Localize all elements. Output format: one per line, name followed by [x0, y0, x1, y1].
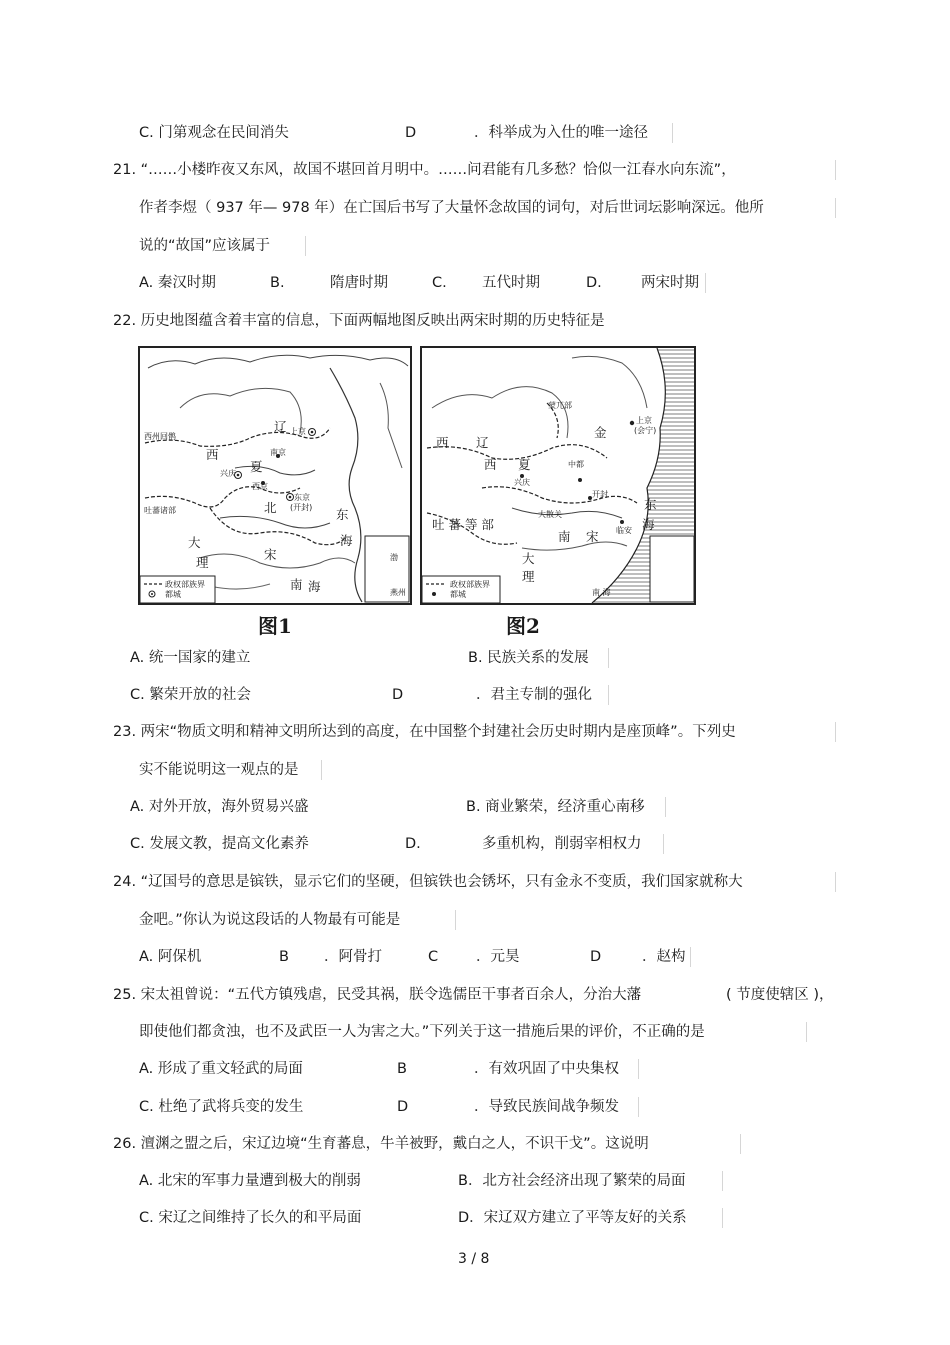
map2-label-mengwu: 蒙兀部: [548, 401, 572, 410]
q26-option-b: B．北方社会经济出现了繁荣的局面: [458, 1173, 686, 1189]
map1-label-hai: 海: [340, 533, 353, 548]
margin-rule: [740, 1134, 741, 1154]
margin-rule: [722, 1208, 723, 1228]
map1-caption: 图1: [258, 614, 292, 638]
margin-rule: [835, 160, 836, 180]
q21-option-c-letter: C.: [432, 275, 447, 291]
margin-rule: [665, 797, 666, 817]
q20-option-d-letter: D: [405, 125, 417, 141]
map2-caption: 图2: [506, 614, 540, 638]
q25-option-d-text: ．导致民族间战争频发: [474, 1099, 619, 1115]
q26-option-d: D．宋辽双方建立了平等友好的关系: [458, 1210, 687, 1226]
q25-option-c: C. 杜绝了武将兵变的发生: [139, 1099, 304, 1115]
q24-stem-line2: 金吧。”你认为说这段话的人物最有可能是: [139, 912, 401, 928]
margin-rule: [608, 685, 609, 705]
q21-stem-line1: 21. “……小楼昨夜又东风，故国不堪回首月明中。……问君能有几多愁？恰似一江春水向东流”，: [113, 162, 736, 178]
map2-label-dong: 东: [644, 497, 657, 512]
map1-label-da: 大: [188, 535, 201, 550]
q25-stem-line1-tail: ( 节度使辖区 )，: [726, 987, 834, 1003]
q21-option-c-text: 五代时期: [482, 275, 540, 291]
q24-option-a: A. 阿保机: [139, 949, 202, 965]
q25-stem-line1: 25. 宋太祖曾说：“五代方镇残虐，民受其祸，朕令选儒臣干事者百余人，分治大藩: [113, 987, 642, 1003]
map1-drawing: [140, 348, 410, 603]
map2-label-linan: 临安: [616, 526, 632, 535]
margin-rule: [455, 910, 456, 930]
q26-option-c: C. 宋辽之间维持了长久的和平局面: [139, 1210, 362, 1226]
q23-option-b: B. 商业繁荣，经济重心南移: [466, 799, 645, 815]
map2-label-liao: 辽: [476, 435, 489, 450]
map1-label-song: 宋: [264, 547, 277, 562]
margin-rule: [638, 1097, 639, 1117]
margin-rule: [663, 834, 664, 854]
margin-rule: [705, 273, 706, 293]
map1-label-xijing: 西京: [252, 482, 268, 491]
map2-label-nanhai: 南 海: [592, 588, 611, 597]
map1-label-yanzhou: 燕州: [390, 588, 406, 597]
map2-label-zhongdu: 中都: [568, 460, 584, 469]
map-southern-song: [420, 346, 696, 605]
map1-label-nan: 南: [290, 577, 303, 592]
q23-stem-line1: 23. 两宋“物质文明和精神文明所达到的高度，在中国整个封建社会历史时期内是座顶峰”。下列史: [113, 724, 736, 740]
q24-option-b-letter: B: [279, 949, 289, 965]
map1-label-xizhou: 西州回鹘: [144, 432, 176, 441]
q24-stem-line1: 24. “辽国号的意思是镔铁，显示它们的坚硬，但镔铁也会锈坏，只有金永不变质，我们国家就称大: [113, 874, 743, 890]
map2-label-tubo: 吐 蕃 等 部: [432, 517, 494, 532]
margin-rule: [672, 123, 673, 143]
margin-rule: [608, 648, 609, 668]
q24-option-d-letter: D: [590, 949, 602, 965]
map2-label-xi: 西: [436, 435, 449, 450]
q25-option-b-text: ．有效巩固了中央集权: [474, 1061, 619, 1077]
map1-label-shangjing: 上京: [290, 427, 306, 436]
q21-option-d-letter: D.: [586, 275, 602, 291]
q22-stem: 22. 历史地图蕴含着丰富的信息，下面两幅地图反映出两宋时期的历史特征是: [113, 313, 605, 329]
map2-legend-border: 政权部族界: [450, 580, 490, 589]
map2-label-kaifeng: 开封: [592, 490, 608, 499]
q23-option-d-letter: D.: [405, 836, 421, 852]
q21-stem-line3: 说的“故国”应该属于: [139, 238, 271, 254]
map1-label-li: 理: [196, 555, 209, 570]
q21-option-b-text: 隋唐时期: [330, 275, 388, 291]
q23-option-d-text: 多重机构，削弱宰相权力: [482, 836, 642, 852]
q21-option-d-text: 两宋时期: [641, 275, 699, 291]
map2-legend-capital: 都城: [450, 590, 466, 599]
margin-rule: [305, 236, 306, 256]
map1-label-xia: 夏: [250, 459, 263, 474]
map2-label-da: 大: [522, 551, 535, 566]
map1-label-bo: 渤: [390, 553, 398, 562]
q25-option-b-letter: B: [397, 1061, 407, 1077]
q25-stem-line2: 即使他们都贪浊，也不及武臣一人为害之大。”下列关于这一措施后果的评价，不正确的是: [139, 1024, 705, 1040]
q24-option-c-letter: C: [428, 949, 439, 965]
map1-label-kaifeng: (开封): [290, 503, 313, 512]
margin-rule: [806, 1022, 807, 1042]
q26-stem: 26. 澶渊之盟之后，宋辽边境“生育蕃息，牛羊被野，戴白之人，不识干戈”。这说明: [113, 1136, 649, 1152]
map1-label-liao: 辽: [274, 419, 287, 434]
map2-label-xi2: 西: [484, 457, 497, 472]
map2-label-nan: 南: [558, 529, 571, 544]
map1-label-nanjing: 南京: [270, 448, 286, 457]
map-northern-song: [138, 346, 412, 605]
q22-option-b: B. 民族关系的发展: [468, 650, 589, 666]
map2-label-hai: 海: [642, 517, 655, 532]
map2-label-xingqing: 兴庆: [514, 478, 530, 487]
map2-label-huining: (会宁): [634, 426, 657, 435]
map2-label-song: 宋: [586, 529, 599, 544]
margin-rule: [690, 947, 691, 967]
q21-option-b-letter: B.: [270, 275, 285, 291]
margin-rule: [835, 722, 836, 742]
q21-stem-line2: 作者李煜（ 937 年— 978 年）在亡国后书写了大量怀念故国的词句，对后世词坛影响深远。他所: [139, 200, 764, 216]
map2-label-shangjing: 上京: [636, 416, 652, 425]
map2-drawing: [422, 348, 694, 603]
margin-rule: [835, 198, 836, 218]
map1-label-tubo: 吐蕃诸部: [144, 506, 176, 515]
q23-option-a: A. 对外开放，海外贸易兴盛: [130, 799, 309, 815]
q24-option-b-text: ．阿骨打: [324, 949, 382, 965]
q22-option-d-text: ．君主专制的强化: [476, 687, 592, 703]
q21-option-a: A. 秦汉时期: [139, 275, 216, 291]
page-number: 3 / 8: [458, 1251, 490, 1267]
map2-label-li: 理: [522, 569, 535, 584]
map2-label-xia: 夏: [518, 457, 531, 472]
map1-label-xingqing: 兴庆: [220, 469, 236, 478]
map1-label-dong: 东: [336, 507, 349, 522]
margin-rule: [638, 1059, 639, 1079]
q25-option-d-letter: D: [397, 1099, 409, 1115]
map1-legend-border: 政权部族界: [165, 580, 205, 589]
map1-label-bei: 北: [264, 500, 277, 515]
map2-label-jin: 金: [594, 425, 607, 440]
margin-rule: [835, 872, 836, 892]
q25-option-a: A. 形成了重文轻武的局面: [139, 1061, 303, 1077]
q23-stem-line2: 实不能说明这一观点的是: [139, 762, 299, 778]
q22-option-a: A. 统一国家的建立: [130, 650, 251, 666]
q22-option-c: C. 繁荣开放的社会: [130, 687, 251, 703]
q22-option-d-letter: D: [392, 687, 404, 703]
map1-label-dongjing: 东京: [294, 493, 310, 502]
q23-option-c: C. 发展文教，提高文化素养: [130, 836, 309, 852]
margin-rule: [722, 1171, 723, 1191]
map2-label-dasanguan: 大散关: [538, 510, 562, 519]
q20-option-d-text: ．科举成为入仕的唯一途径: [474, 125, 648, 141]
map1-label-xi: 西: [206, 447, 219, 462]
q26-option-a: A. 北宋的军事力量遭到极大的削弱: [139, 1173, 361, 1189]
q24-option-d-text: ．赵构: [642, 949, 686, 965]
q24-option-c-text: ．元昊: [476, 949, 520, 965]
map1-legend-capital: 都城: [165, 590, 181, 599]
q20-option-c: C. 门第观念在民间消失: [139, 125, 289, 141]
margin-rule: [321, 760, 322, 780]
map1-label-hai2: 海: [308, 579, 321, 594]
